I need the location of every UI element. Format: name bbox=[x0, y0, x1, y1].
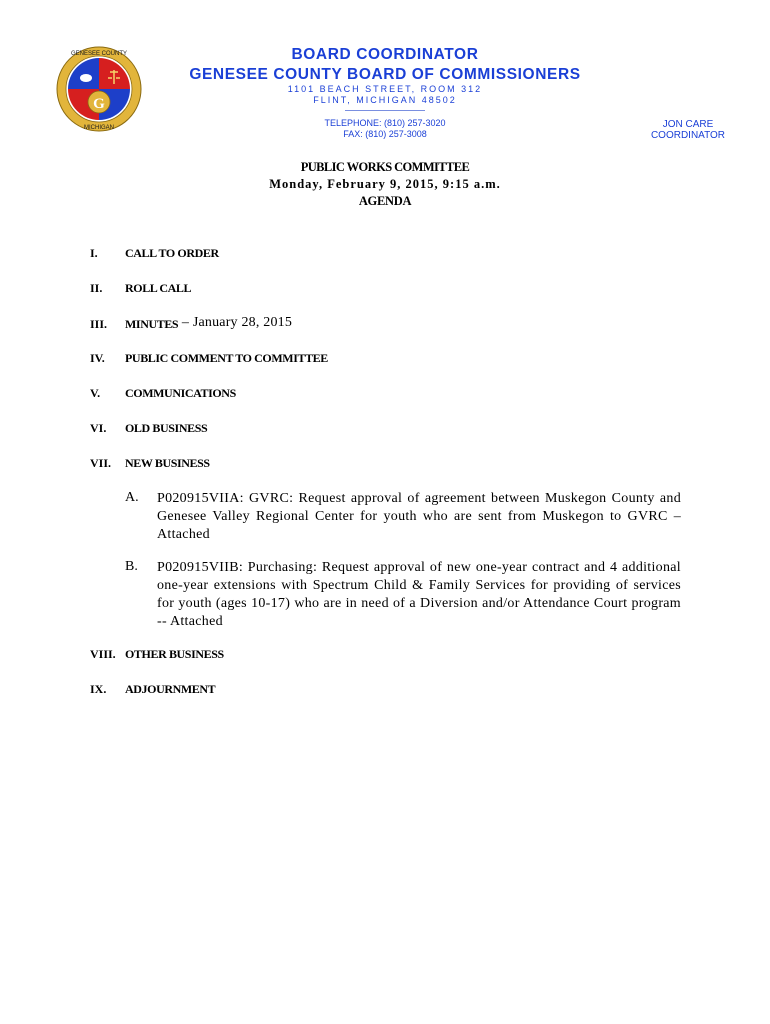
svg-text:MICHIGAN: MICHIGAN bbox=[84, 125, 114, 131]
minutes-date: – January 28, 2015 bbox=[178, 315, 293, 330]
agenda-item bbox=[90, 315, 690, 335]
address-street: 1101 BEACH STREET, ROOM 312 bbox=[287, 84, 483, 94]
agenda-item-label: OLD BUSINESS bbox=[125, 421, 208, 435]
agenda-item bbox=[90, 647, 690, 667]
agenda-item bbox=[90, 281, 690, 301]
agenda-item bbox=[90, 682, 690, 702]
agenda-item bbox=[90, 246, 690, 266]
agenda-item bbox=[90, 456, 690, 476]
sub-item-letter: B. bbox=[125, 559, 138, 574]
agenda-item-number: IX. bbox=[90, 682, 107, 696]
agenda-item-number: V. bbox=[90, 386, 101, 400]
agenda-item-number: IV. bbox=[90, 351, 105, 365]
agenda-item-minutes bbox=[125, 315, 292, 331]
agenda-item-number: VI. bbox=[90, 421, 107, 435]
sub-item-text: P020915VIIB: Purchasing: Request approval of new one-year contract and 4 additional one-year extensions with Spectrum Child & Family Services for providing of services for youth (ages 10-17) who are in need of a Diversion and/or Attendance Court program -- Attached bbox=[157, 560, 681, 629]
county-seal-logo bbox=[56, 46, 142, 132]
coordinator-title: COORDINATOR bbox=[650, 130, 726, 141]
agenda-item bbox=[90, 421, 690, 441]
agenda-item-number: III. bbox=[90, 317, 108, 331]
agenda-item-label: NEW BUSINESS bbox=[125, 456, 210, 470]
board-name: GENESEE COUNTY BOARD OF COMMISSIONERS bbox=[189, 66, 581, 83]
header-divider bbox=[345, 110, 425, 111]
fax: FAX: (810) 257-3008 bbox=[343, 129, 427, 139]
agenda-item-label: ADJOURNMENT bbox=[125, 682, 216, 696]
agenda-item-label: ROLL CALL bbox=[125, 281, 192, 295]
agenda-item-label: CALL TO ORDER bbox=[125, 246, 219, 260]
address-city: FLINT, MICHIGAN 48502 bbox=[313, 95, 457, 105]
agenda-item bbox=[90, 386, 690, 406]
agenda-item-number: VII. bbox=[90, 456, 112, 470]
document-type: AGENDA bbox=[358, 194, 412, 208]
sub-item-text: P020915VIIA: GVRC: Request approval of agreement between Muskegon County and Genesee Valley Regional Center for youth who are sent from Muskegon to GVRC – Attached bbox=[157, 491, 681, 542]
agenda-item-label: PUBLIC COMMENT TO COMMITTEE bbox=[125, 351, 328, 365]
telephone: TELEPHONE: (810) 257-3020 bbox=[324, 118, 446, 128]
svg-text:G: G bbox=[93, 96, 105, 112]
meeting-datetime: Monday, February 9, 2015, 9:15 a.m. bbox=[269, 177, 501, 191]
agenda-item bbox=[90, 351, 690, 371]
agenda-item-label: COMMUNICATIONS bbox=[125, 386, 236, 400]
agenda-item-label: OTHER BUSINESS bbox=[125, 647, 224, 661]
agenda-item-number: I. bbox=[90, 246, 98, 260]
sub-item-letter: A. bbox=[125, 490, 139, 505]
agenda-item-label: MINUTES bbox=[125, 317, 179, 331]
office-title: BOARD COORDINATOR bbox=[291, 46, 479, 63]
svg-text:GENESEE COUNTY: GENESEE COUNTY bbox=[70, 51, 128, 57]
coordinator-name: JON CARE bbox=[662, 119, 714, 130]
agenda-item-number: II. bbox=[90, 281, 103, 295]
committee-name: PUBLIC WORKS COMMITTEE bbox=[300, 160, 470, 174]
agenda-item-number: VIII. bbox=[90, 647, 116, 661]
